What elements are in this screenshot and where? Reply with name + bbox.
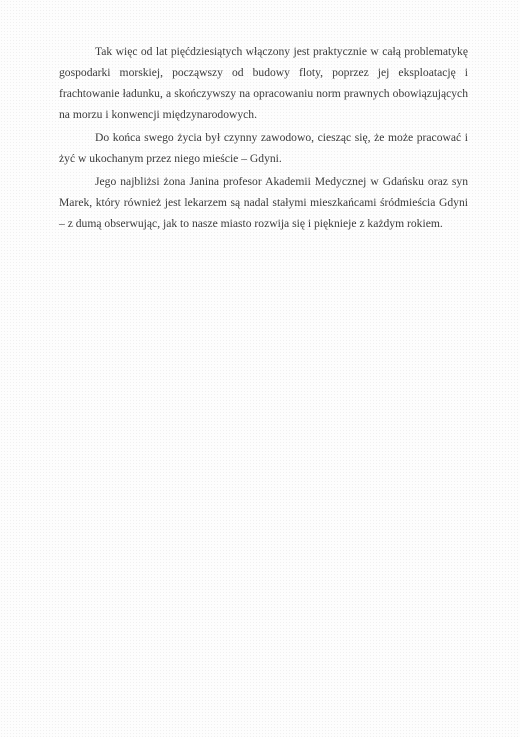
- paragraph-3: Jego najbliżsi żona Janina profesor Akademii Medycznej w Gdańsku oraz syn Marek, który również jest lekarzem są nadal stałymi mieszkańcami śródmieścia Gdyni – z dumą obserwując, jak to nasze miasto rozwija się i pięknieje z każdym rokiem.: [59, 175, 468, 230]
- paragraph-2: Do końca swego życia był czynny zawodowo, ciesząc się, że może pracować i żyć w ukochanym przez niego mieście – Gdyni.: [59, 131, 468, 165]
- paragraph-1: Tak więc od lat pięćdziesiątych włączony jest praktycznie w całą problematykę gospodarki morskiej, począwszy od budowy floty, poprzez jej eksploatację i frachtowanie ładunku, a skończywszy na opracowaniu norm prawnych obowiązujących na morzu i konwencji międzynarodowych.: [59, 45, 468, 121]
- body-text: [59, 41, 468, 236]
